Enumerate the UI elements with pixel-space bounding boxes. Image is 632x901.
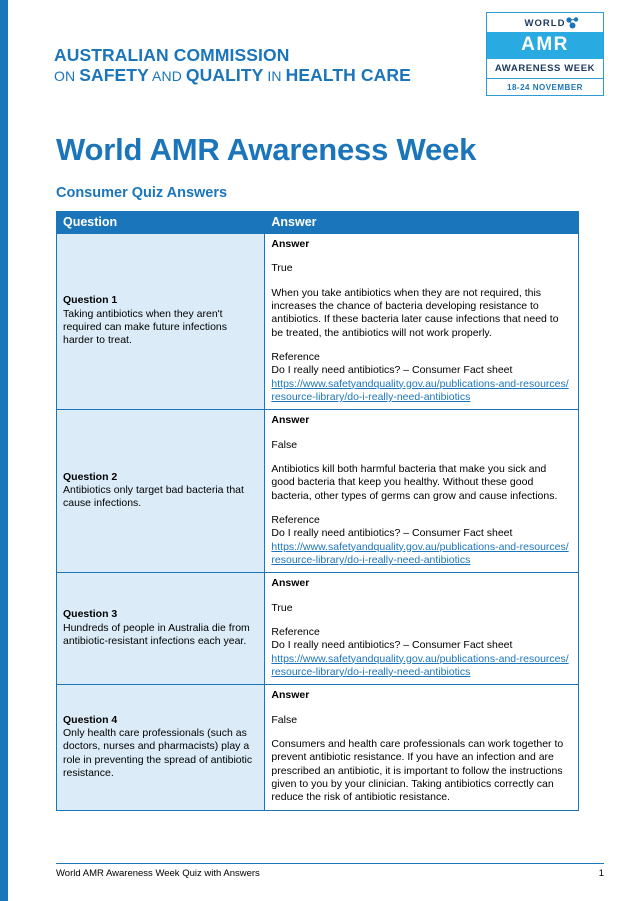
reference-text: Do I really need antibiotics? – Consumer Fact sheet (271, 639, 513, 652)
badge-world-label: WORLD (524, 18, 566, 29)
table-header-row (57, 212, 579, 234)
reference-text: Do I really need antibiotics? – Consumer Fact sheet (271, 527, 513, 540)
answer-label: Answer (271, 689, 310, 702)
logo-on: ON (54, 67, 80, 84)
logo-in: IN (263, 67, 286, 84)
reference-label: Reference (271, 513, 320, 526)
badge-world-row (487, 13, 603, 32)
question-text: Taking antibiotics when they aren't required can make future infections harder to treat. (63, 307, 228, 347)
page-title: World AMR Awareness Week (56, 132, 477, 167)
question-number: Question 4 (63, 713, 118, 726)
answer-value: True (271, 601, 293, 614)
logo-and: AND (148, 67, 186, 84)
answer-explanation: Antibiotics kill both harmful bacteria that make you sick and good bacteria that keep you healthy. Without these good bacteria, other types of germs can grow and cause infections. (271, 462, 558, 502)
answer-label: Answer (271, 577, 310, 590)
logo-healthcare: HEALTH CARE (285, 64, 411, 85)
page-footer (56, 863, 604, 879)
document-header (8, 0, 632, 112)
badge-week-label: AWARENESS WEEK (487, 59, 603, 79)
footer-page-number: 1 (598, 868, 604, 879)
reference-block (271, 626, 572, 679)
question-cell (57, 685, 265, 810)
column-header-question: Question (57, 212, 265, 234)
question-cell (57, 410, 265, 573)
answer-cell (265, 410, 579, 573)
quiz-answers-table (56, 211, 579, 811)
table-row (57, 410, 579, 573)
table-row (57, 234, 579, 410)
question-text: Hundreds of people in Australia die from antibiotic-resistant infections each year. (63, 621, 250, 647)
reference-link[interactable]: https://www.safetyandquality.gov.au/publications-and-resources/resource-library/do-i-really-need-antibiotics (271, 652, 569, 678)
table-row (57, 685, 579, 810)
question-number: Question 1 (63, 294, 118, 307)
reference-label: Reference (271, 350, 320, 363)
answer-explanation: When you take antibiotics when they are not required, this increases the chance of bacteria developing resistance to antibiotics. If these bacteria later cause infections that need to be treated, the antibiotics will not work properly. (271, 286, 559, 339)
reference-block (271, 351, 572, 404)
footer-text: World AMR Awareness Week Quiz with Answers (56, 868, 260, 879)
question-number: Question 2 (63, 470, 118, 483)
molecule-icon (565, 17, 581, 32)
reference-text: Do I really need antibiotics? – Consumer Fact sheet (271, 364, 513, 377)
reference-label: Reference (271, 625, 320, 638)
badge-dates-label: 18-24 NOVEMBER (507, 83, 583, 92)
answer-cell (265, 685, 579, 810)
question-text: Only health care professionals (such as doctors, nurses and pharmacists) play a role in preventing the spread of antibiotic resistance. (63, 726, 253, 779)
answer-value: True (271, 262, 293, 275)
column-header-answer: Answer (265, 212, 579, 234)
commission-logo (54, 46, 411, 85)
table-row (57, 573, 579, 685)
logo-safety: SAFETY (79, 64, 149, 85)
answer-value: False (271, 438, 298, 451)
answer-value: False (271, 713, 298, 726)
answer-label: Answer (271, 414, 310, 427)
answer-label: Answer (271, 238, 310, 250)
page-subtitle: Consumer Quiz Answers (56, 185, 228, 201)
reference-link[interactable]: https://www.safetyandquality.gov.au/publications-and-resources/resource-library/do-i-really-need-antibiotics (271, 377, 569, 403)
logo-line-1: AUSTRALIAN COMMISSION (54, 45, 290, 65)
answer-explanation: Consumers and health care professionals can work together to prevent antibiotic resistance. If you have an infection and are prescribed an antibiotic, it is important to follow the instructions given to you by your clinician. Taking antibiotics correctly can reduce the risk of antibiotic resistance. (271, 737, 564, 804)
amr-awareness-week-badge (486, 12, 604, 96)
question-number: Question 3 (63, 608, 118, 621)
answer-cell (265, 573, 579, 685)
reference-link[interactable]: https://www.safetyandquality.gov.au/publications-and-resources/resource-library/do-i-really-need-antibiotics (271, 540, 569, 566)
question-cell (57, 234, 265, 410)
logo-quality: QUALITY (185, 64, 264, 85)
question-text: Antibiotics only target bad bacteria that cause infections. (63, 484, 244, 510)
answer-cell (265, 234, 579, 410)
question-cell (57, 573, 265, 685)
badge-amr-label: AMR (487, 32, 603, 59)
logo-line-2 (54, 66, 411, 86)
reference-block (271, 514, 572, 567)
